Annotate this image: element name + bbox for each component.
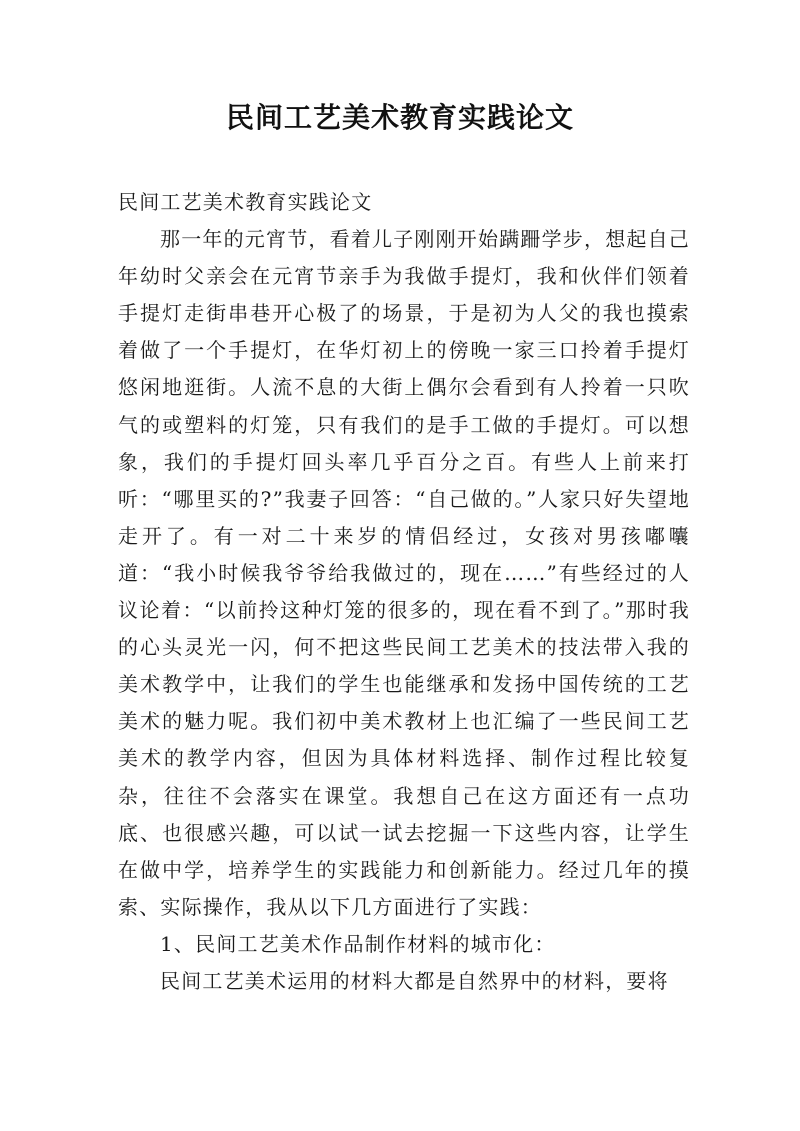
document-title: 民间工艺美术教育实践论文 <box>225 101 574 134</box>
paragraph-intro: 那一年的元宵节，看着儿子刚刚开始蹒跚学步，想起自己年幼时父亲会在元宵节亲手为我做手提灯，我和伙伴们领着手提灯走街串巷开心极了的场景，于是初为人父的我也摸索着做了一个手提灯，在华灯初上的傍晚一家三口拎着手提灯悠闲地逛街。人流不息的大街上偶尔会看到有人拎着一只吹气的或塑料的灯笼，只有我们的是手工做的手提灯。可以想象，我们的手提灯回头率几乎百分之百。有些人上前来打听：“哪里买的?”我妻子回答：“自己做的。”人家只好失望地走开了。有一对二十来岁的情侣经过，女孩对男孩嘟囔道：“我小时候我爷爷给我做过的，现在……”有些经过的人议论着：“以前拎这种灯笼的很多的，现在看不到了。”那时我的心头灵光一闪，何不把这些民间工艺美术的技法带入我的美术教学中，让我们的学生也能继承和发扬中国传统的工艺美术的魅力呢。我们初中美术教材上也汇编了一些民间工艺美术的教学内容，但因为具体材料选择、制作过程比较复杂，往往不会落实在课堂。我想自己在这方面还有一点功底、也很感兴趣，可以试一试去挖掘一下这些内容，让学生在做中学，培养学生的实践能力和创新能力。经过几年的摸索、实际操作，我从以下几方面进行了实践： <box>118 227 690 919</box>
paragraph-section-1-body: 民间工艺美术运用的材料大都是自然界中的材料，要将 <box>160 968 669 993</box>
paragraph-heading-repeat: 民间工艺美术教育实践论文 <box>118 190 373 214</box>
paragraph-section-1-heading: 1、民间工艺美术作品制作材料的城市化： <box>160 931 556 956</box>
document-body <box>118 184 690 1000</box>
